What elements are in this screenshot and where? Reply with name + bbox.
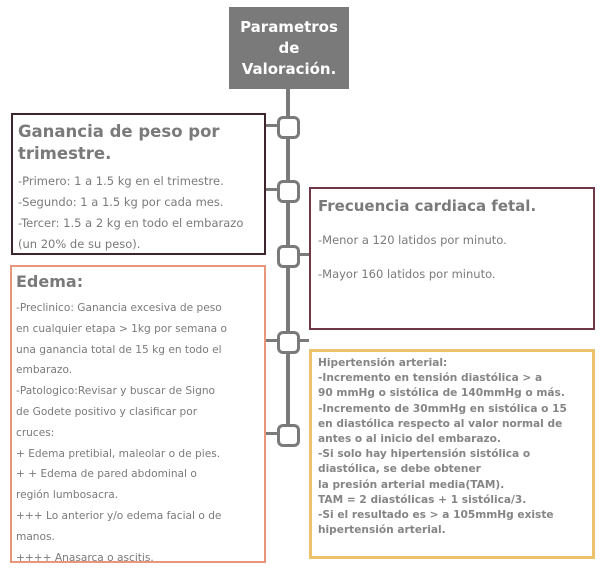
hipertension-heading: Hipertensión arterial: bbox=[318, 357, 448, 369]
ganancia-line: -Tercer: 1.5 a 2 kg en todo el embarazo bbox=[18, 216, 244, 230]
frecuencia-line: -Menor a 120 latidos por minuto. bbox=[318, 233, 507, 247]
hipertension-line: -Si solo hay hipertensión sistólica o bbox=[318, 448, 531, 461]
hipertension-line: -Incremento de 30mmHg en sistólica o 15 bbox=[318, 402, 567, 415]
edema-line: embarazo. bbox=[16, 364, 73, 377]
edema-line: +++ Lo anterior y/o edema facial o de bbox=[16, 509, 222, 522]
hipertension-line: 90 mmHg o sistólica de 140mmHg o más. bbox=[318, 387, 565, 400]
hipertension-line: hipertensión arterial. bbox=[318, 524, 446, 537]
hipertension-line: diastólica, se debe obtener bbox=[318, 463, 481, 476]
hipertension-line: -Si el resultado es > a 105mmHg existe bbox=[318, 509, 554, 522]
ganancia-line: -Segundo: 1 a 1.5 kg por cada mes. bbox=[18, 195, 224, 209]
edema-line: -Patologico:Revisar y buscar de Signo bbox=[16, 385, 216, 398]
edema-line: ++++ Anasarca o ascitis. bbox=[16, 551, 154, 564]
hipertension-line: la presión arterial media(TAM). bbox=[318, 478, 505, 491]
edema-line: manos. bbox=[16, 530, 55, 543]
diagram-title: Parametros de Valoración. bbox=[229, 7, 349, 89]
timeline-node-4 bbox=[277, 331, 300, 354]
edema-line: de Godete positivo y clasificar por bbox=[16, 405, 198, 418]
hipertension-line: en diastólica respecto al valor normal de bbox=[318, 417, 563, 430]
edema-line: una ganancia total de 15 kg en todo el bbox=[16, 343, 222, 356]
ganancia-heading: Ganancia de peso por trimestre. bbox=[18, 122, 220, 163]
frecuencia-cardiaca-box bbox=[309, 187, 595, 330]
edema-line: + Edema pretibial, maleolar o de pies. bbox=[16, 447, 221, 460]
edema-line: -Preclinico: Ganancia excesiva de peso bbox=[16, 302, 222, 314]
edema-line: + + Edema de pared abdominal o bbox=[16, 468, 197, 481]
edema-line: cruces: bbox=[16, 426, 55, 439]
edema-heading: Edema: bbox=[16, 272, 84, 291]
timeline-node-5 bbox=[277, 424, 300, 447]
ganancia-line: -Primero: 1 a 1.5 kg en el trimestre. bbox=[18, 174, 224, 188]
hipertension-line: -Incremento en tensión diastólica > a bbox=[318, 372, 543, 385]
timeline-node-1 bbox=[277, 116, 300, 139]
timeline-node-2 bbox=[277, 180, 300, 203]
edema-line: en cualquier etapa > 1kg por semana o bbox=[16, 322, 227, 335]
hipertension-line: antes o al inicio del embarazo. bbox=[318, 433, 501, 446]
frecuencia-line: -Mayor 160 latidos por minuto. bbox=[318, 267, 496, 281]
hipertension-line: TAM = 2 diastólicas + 1 sistólica/3. bbox=[318, 493, 527, 506]
ganancia-peso-box bbox=[11, 113, 266, 255]
edema-line: región lumbosacra. bbox=[16, 489, 119, 502]
ganancia-line: (un 20% de su peso). bbox=[18, 237, 141, 251]
hipertension-box bbox=[309, 349, 595, 559]
edema-box bbox=[10, 265, 266, 563]
frecuencia-heading: Frecuencia cardiaca fetal. bbox=[318, 197, 537, 215]
timeline-node-3 bbox=[277, 245, 300, 268]
